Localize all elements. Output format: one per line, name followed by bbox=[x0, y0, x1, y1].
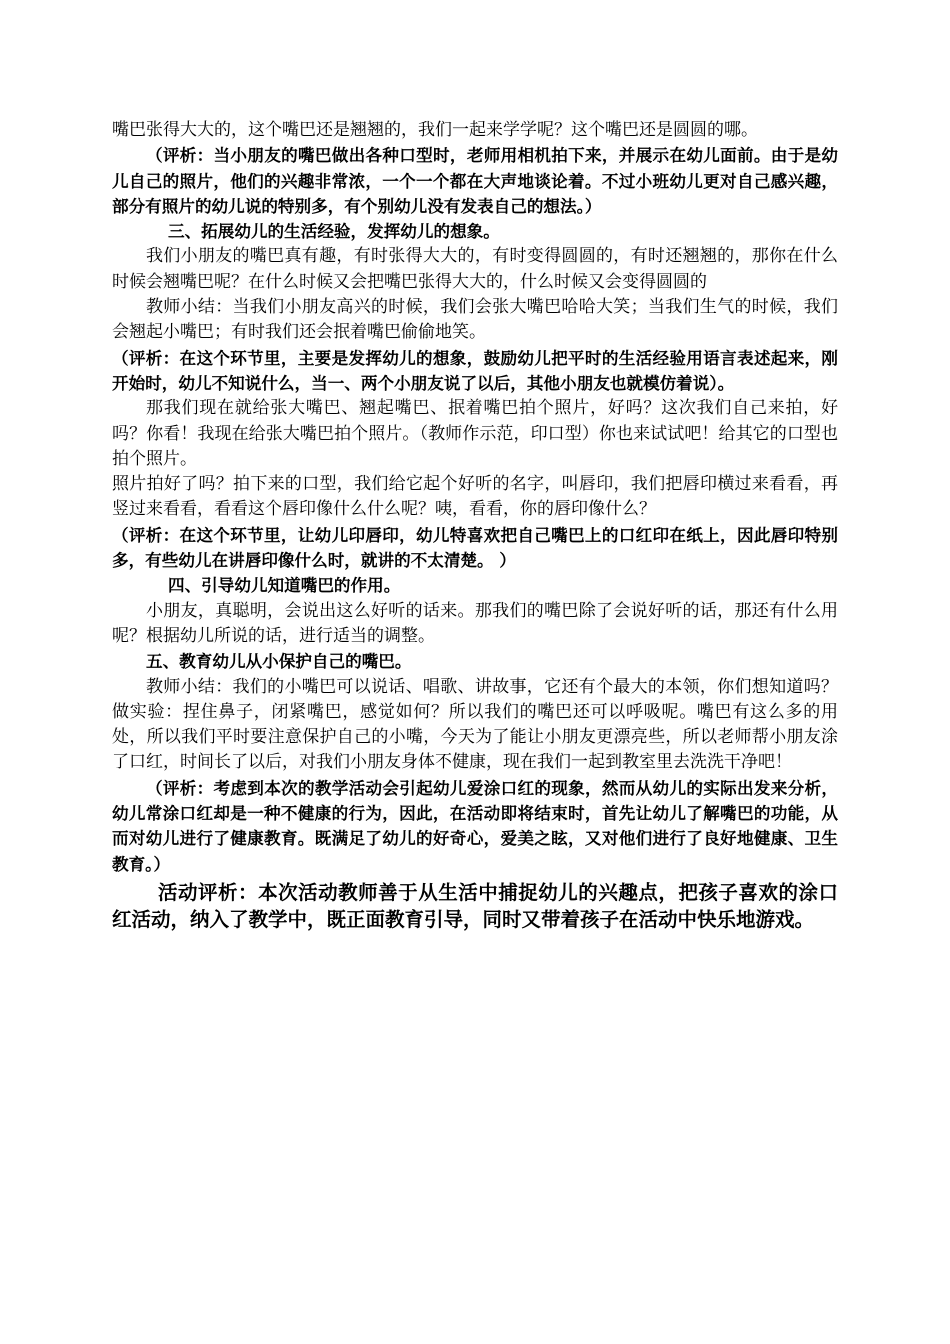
heading-section-5: 五、教育幼儿从小保护自己的嘴巴。 bbox=[146, 652, 412, 672]
evaluation-1: （评析：当小朋友的嘴巴做出各种口型时，老师用相机拍下来，并展示在幼儿面前。由于是幼儿自己的照片，他们的兴趣非常浓，一个一个都在大声地谈论着。不过小班幼儿更对自己感兴趣，部分有照片的幼儿说的特别多，有个别幼儿没有发表自己的想法。） bbox=[112, 146, 838, 216]
paragraph-teacher-summary-1: 教师小结：当我们小朋友高兴的时候，我们会张大嘴巴哈哈大笑；当我们生气的时候，我们会翘起小嘴巴；有时我们还会抿着嘴巴偷偷地笑。 bbox=[112, 297, 838, 343]
activity-summary: 活动评析：本次活动教师善于从生活中捕捉幼儿的兴趣点，把孩子喜欢的涂口红活动，纳入了教学中，既正面教育引导，同时又带着孩子在活动中快乐地游戏。 bbox=[112, 880, 838, 931]
paragraph-take-photos: 那我们现在就给张大嘴巴、翘起嘴巴、抿着嘴巴拍个照片，好吗？这次我们自己来拍，好吗？你看！我现在给张大嘴巴拍个照片。（教师作示范，印口型）你也来试试吧！给其它的口型也拍个照片。 bbox=[112, 398, 838, 469]
evaluation-4: （评析：考虑到本次的教学活动会引起幼儿爱涂口红的现象，然而从幼儿的实际出发来分析，幼儿常涂口红却是一种不健康的行为，因此，在活动即将结束时，首先让幼儿了解嘴巴的功能，从而对幼儿进行了健康教育。既满足了幼儿的好奇心，爱美之眩，又对他们进行了良好地健康、卫生教育。） bbox=[112, 778, 838, 874]
paragraph-intro: 嘴巴张得大大的，这个嘴巴还是翘翘的，我们一起来学学呢？这个嘴巴还是圆圆的哪。 bbox=[112, 120, 758, 140]
paragraph-lip-prints: 照片拍好了吗？拍下来的口型，我们给它起个好听的名字，叫唇印，我们把唇印横过来看看，再竖过来看看，看看这个唇印像什么什么呢？咦，看看，你的唇印像什么？ bbox=[112, 474, 838, 520]
evaluation-2: （评析：在这个环节里，主要是发挥幼儿的想象，鼓励幼儿把平时的生活经验用语言表述起来，刚开始时，幼儿不知说什么，当一、两个小朋友说了以后，其他小朋友也就模仿着说）。 bbox=[112, 348, 838, 393]
paragraph-mouth-uses: 小朋友，真聪明，会说出这么好听的话来。那我们的嘴巴除了会说好听的话，那还有什么用呢？根据幼儿所说的话，进行适当的调整。 bbox=[112, 600, 838, 646]
heading-section-4: 四、引导幼儿知道嘴巴的作用。 bbox=[168, 576, 401, 596]
paragraph-teacher-summary-2: 教师小结：我们的小嘴巴可以说话、唱歌、讲故事，它还有个最大的本领，你们想知道吗？做实验：捏住鼻子，闭紧嘴巴，感觉如何？所以我们的嘴巴还可以呼吸呢。嘴巴有这么多的用处，所以我们平时要注意保护自己的小嘴，今天为了能让小朋友更漂亮些，所以老师帮小朋友涂了口红，时间长了以后，对我们小朋友身体不健康，现在我们一起到教室里去洗洗干净吧！ bbox=[112, 676, 838, 773]
paragraph-mouth-shapes: 我们小朋友的嘴巴真有趣，有时张得大大的，有时变得圆圆的，有时还翘翘的，那你在什么时候会翘嘴巴呢？在什么时候又会把嘴巴张得大大的，什么时候又会变得圆圆的 bbox=[112, 246, 838, 292]
evaluation-3: （评析：在这个环节里，让幼儿印唇印，幼儿特喜欢把自己嘴巴上的口红印在纸上，因此唇印特别多，有些幼儿在讲唇印像什么时，就讲的不太清楚。 ） bbox=[112, 525, 838, 571]
document-page bbox=[112, 118, 838, 933]
heading-section-3: 三、拓展幼儿的生活经验，发挥幼儿的想象。 bbox=[168, 222, 500, 242]
